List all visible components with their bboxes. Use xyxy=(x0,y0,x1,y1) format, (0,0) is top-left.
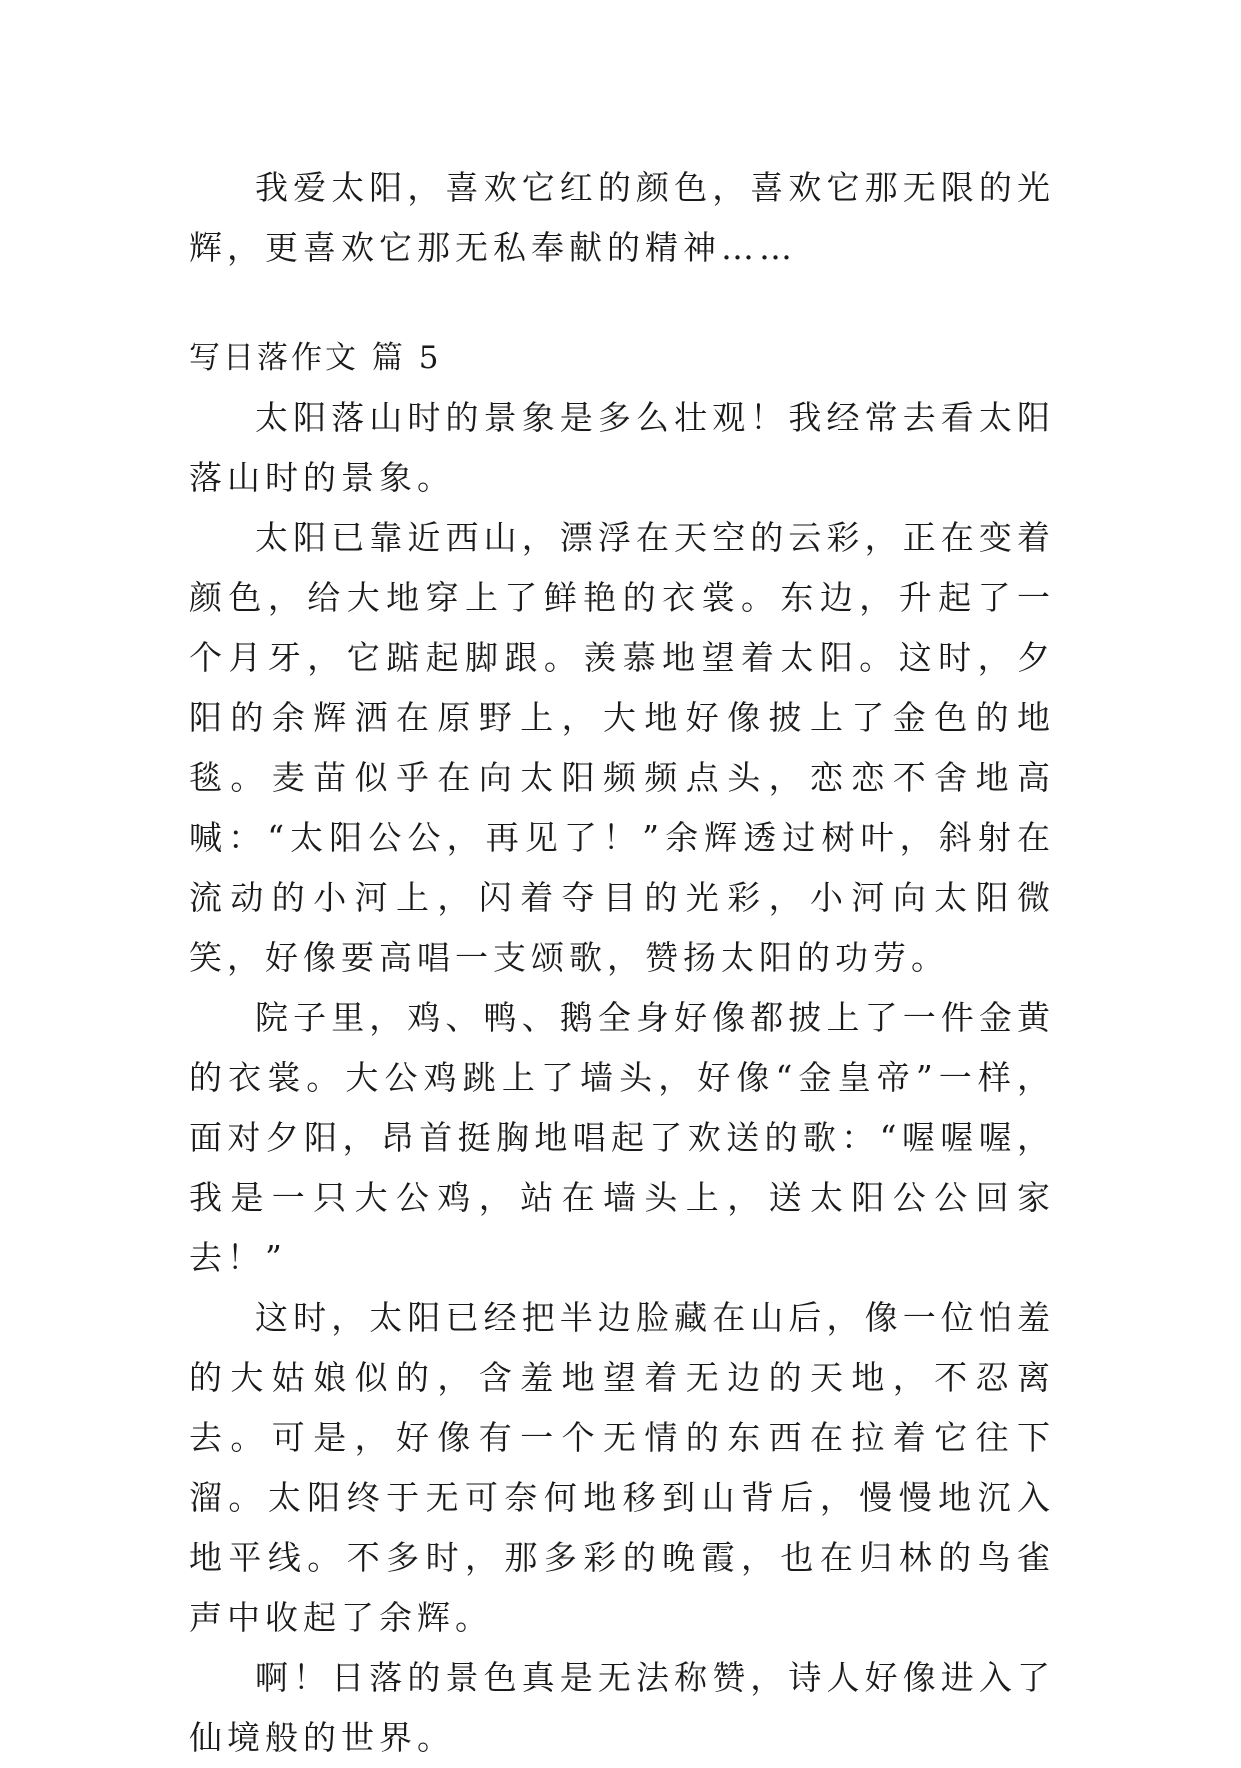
section-title: 写日落作文 篇 5 xyxy=(189,340,442,376)
paragraph-5: 啊！日落的景色真是无法称赞，诗人好像进入了仙境般的世界。 xyxy=(189,1658,1055,1757)
intro-paragraph: 我爱太阳，喜欢它红的颜色，喜欢它那无限的光辉，更喜欢它那无私奉献的精神…… xyxy=(189,168,1055,267)
paragraph-1: 太阳落山时的景象是多么壮观！我经常去看太阳落山时的景象。 xyxy=(189,398,1055,497)
document-body xyxy=(189,158,1055,1768)
paragraph-2: 太阳已靠近西山，漂浮在天空的云彩，正在变着颜色，给大地穿上了鲜艳的衣裳。东边，升起了一个月牙，它踮起脚跟。羡慕地望着太阳。这时，夕阳的余辉洒在原野上，大地好像披上了金色的地毯。麦苗似乎在向太阳频频点头，恋恋不舍地高喊：“太阳公公，再见了！”余辉透过树叶，斜射在流动的小河上，闪着夺目的光彩，小河向太阳微笑，好像要高唱一支颂歌，赞扬太阳的功劳。 xyxy=(189,518,1055,977)
paragraph-spacer xyxy=(189,278,1055,328)
paragraph-3: 院子里，鸡、鸭、鹅全身好像都披上了一件金黄的衣裳。大公鸡跳上了墙头，好像“金皇帝”一样，面对夕阳，昂首挺胸地唱起了欢送的歌：“喔喔喔，我是一只大公鸡，站在墙头上，送太阳公公回家去！” xyxy=(189,998,1055,1277)
paragraph-4: 这时，太阳已经把半边脸藏在山后，像一位怕羞的大姑娘似的，含羞地望着无边的天地，不忍离去。可是，好像有一个无情的东西在拉着它往下溜。太阳终于无可奈何地移到山背后，慢慢地沉入地平线。不多时，那多彩的晚霞，也在归林的鸟雀声中收起了余辉。 xyxy=(189,1298,1055,1637)
